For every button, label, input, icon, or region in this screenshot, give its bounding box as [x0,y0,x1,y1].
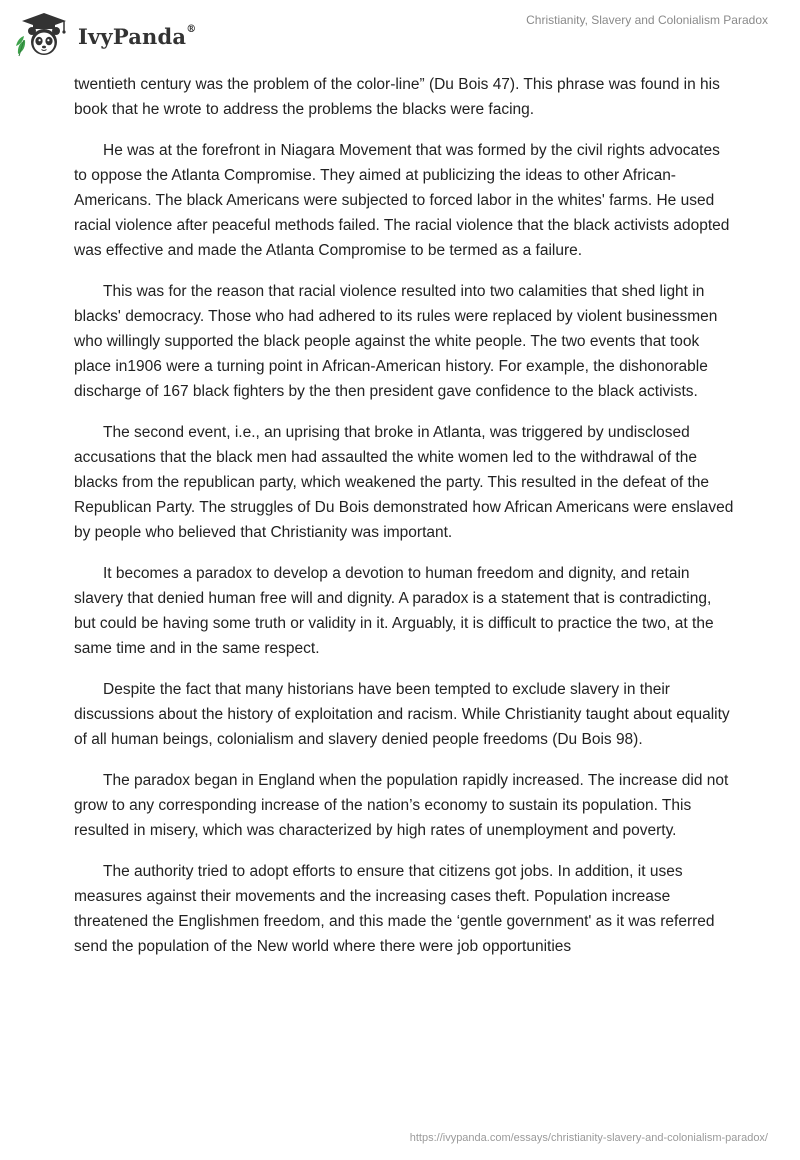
essay-body [74,72,734,975]
essay-paragraph-6: Despite the fact that many historians have been tempted to exclude slavery in their discussions about the history of exploitation and racism. While Christianity taught about equality of all human beings, colonialism and slavery denied people freedoms (Du Bois 98). [74,681,730,748]
essay-paragraph-1: twentieth century was the problem of the color-line” (Du Bois 47). This phrase was found in his book that he wrote to address the problems the blacks were facing. [74,76,720,118]
essay-paragraph-3: This was for the reason that racial violence resulted into two calamities that shed light in blacks' democracy. Those who had adhered to its rules were replaced by violent businessmen who willingly supported the black people against the white people. The two events that took place in1906 were a turning point in African-American history. For example, the dishonorable discharge of 167 black fighters by the then president gave confidence to the black activists. [74,283,718,400]
essay-paragraph-2: He was at the forefront in Niagara Movement that was formed by the civil rights advocates to oppose the Atlanta Compromise. They aimed at publicizing the ideas to other African-Americans. The black Americans were subjected to forced labor in the whites' farms. He used racial violence after peaceful methods failed. The racial violence that the black activists adopted was effective and made the Atlanta Compromise to be termed as a failure. [74,142,730,259]
source-url[interactable]: https://ivypanda.com/essays/christianity-slavery-and-colonialism-paradox/ [409,1132,768,1144]
brand-name: IvyPanda® [78,23,197,49]
page-header [0,0,800,70]
ivypanda-logo[interactable] [14,10,196,58]
essay-paragraph-4: The second event, i.e., an uprising that broke in Atlanta, was triggered by undisclosed accusations that the black men had assaulted the white women led to the withdrawal of the blacks from the republican party, which weakened the party. This resulted in the defeat of the Republican Party. The struggles of Du Bois demonstrated how African Americans were enslaved by people who believed that Christianity was important. [74,424,734,541]
document-title: Christianity, Slavery and Colonialism Paradox [526,13,768,27]
essay-paragraph-8: The authority tried to adopt efforts to ensure that citizens got jobs. In addition, it uses measures against their movements and the increasing cases theft. Population increase threatened the Englishmen freedom, and this made the ‘gentle government' as it was referred send the population of the New world where there were job opportunities [74,863,715,955]
essay-paragraph-7: The paradox began in England when the population rapidly increased. The increase did not grow to any corresponding increase of the nation’s economy to sustain its population. This resulted in misery, which was characterized by high rates of unemployment and poverty. [74,772,729,839]
panda-graduate-icon [14,10,70,58]
essay-paragraph-5: It becomes a paradox to develop a devotion to human freedom and dignity, and retain slavery that denied human free will and dignity. A paradox is a statement that is contradicting, but could be having some truth or validity in it. Arguably, it is difficult to practice the two, at the same time and in the same respect. [74,565,714,657]
registered-mark: ® [186,23,197,35]
